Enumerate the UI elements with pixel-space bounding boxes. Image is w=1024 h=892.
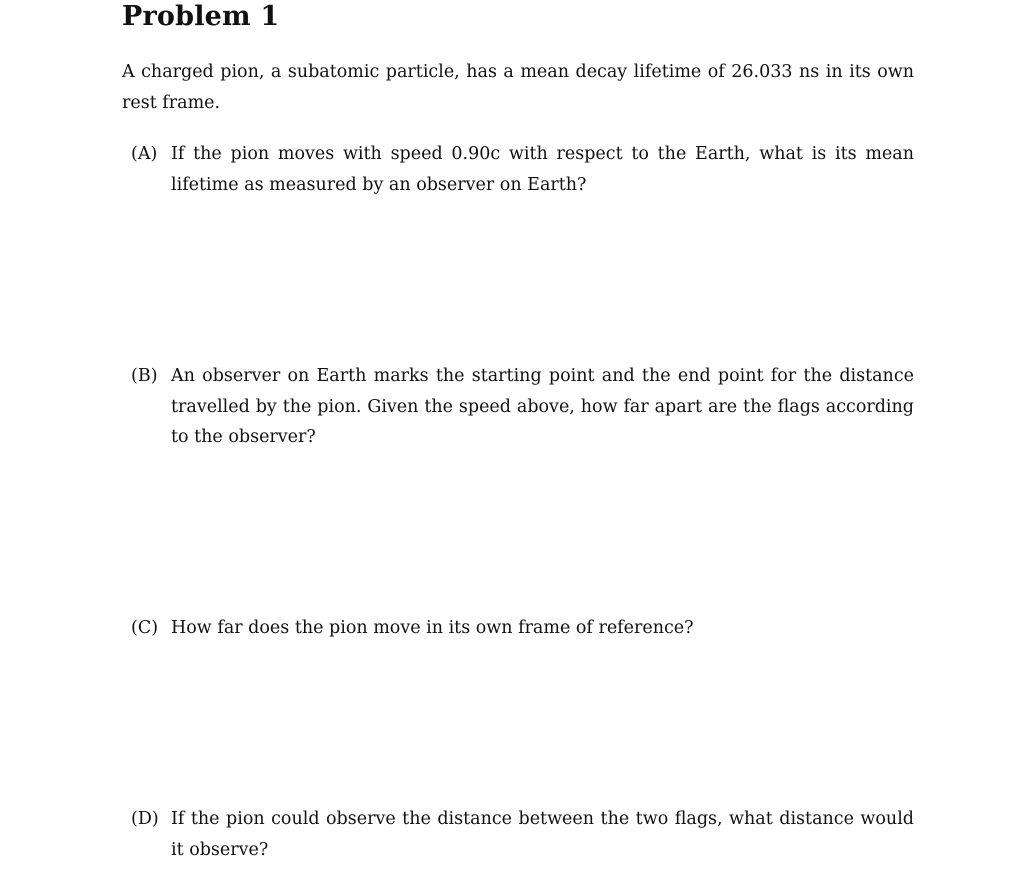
question-part-a bbox=[131, 139, 914, 200]
part-b-label: (B) bbox=[131, 366, 158, 386]
question-part-c bbox=[131, 613, 914, 644]
part-c-label: (C) bbox=[131, 618, 159, 638]
part-a-text: If the pion moves with speed 0.90c with respect to the Earth, what is its mean lifetime as measured by an observer on Earth? bbox=[171, 144, 914, 195]
part-d-text: If the pion could observe the distance between the two flags, what distance would it observe? bbox=[171, 809, 914, 860]
part-b-text: An observer on Earth marks the starting point and the end point for the distance travelled by the pion. Given the speed above, how far apart are the flags according to the observer? bbox=[171, 366, 914, 447]
problem-intro: A charged pion, a subatomic particle, has a mean decay lifetime of 26.033 ns in its own rest frame. bbox=[122, 62, 914, 113]
part-a-label: (A) bbox=[131, 144, 158, 164]
question-part-d bbox=[131, 804, 914, 865]
part-d-label: (D) bbox=[131, 809, 159, 829]
part-c-text: How far does the pion move in its own frame of reference? bbox=[171, 618, 694, 638]
question-part-b bbox=[131, 361, 914, 453]
problem-title: Problem 1 bbox=[122, 1, 280, 32]
